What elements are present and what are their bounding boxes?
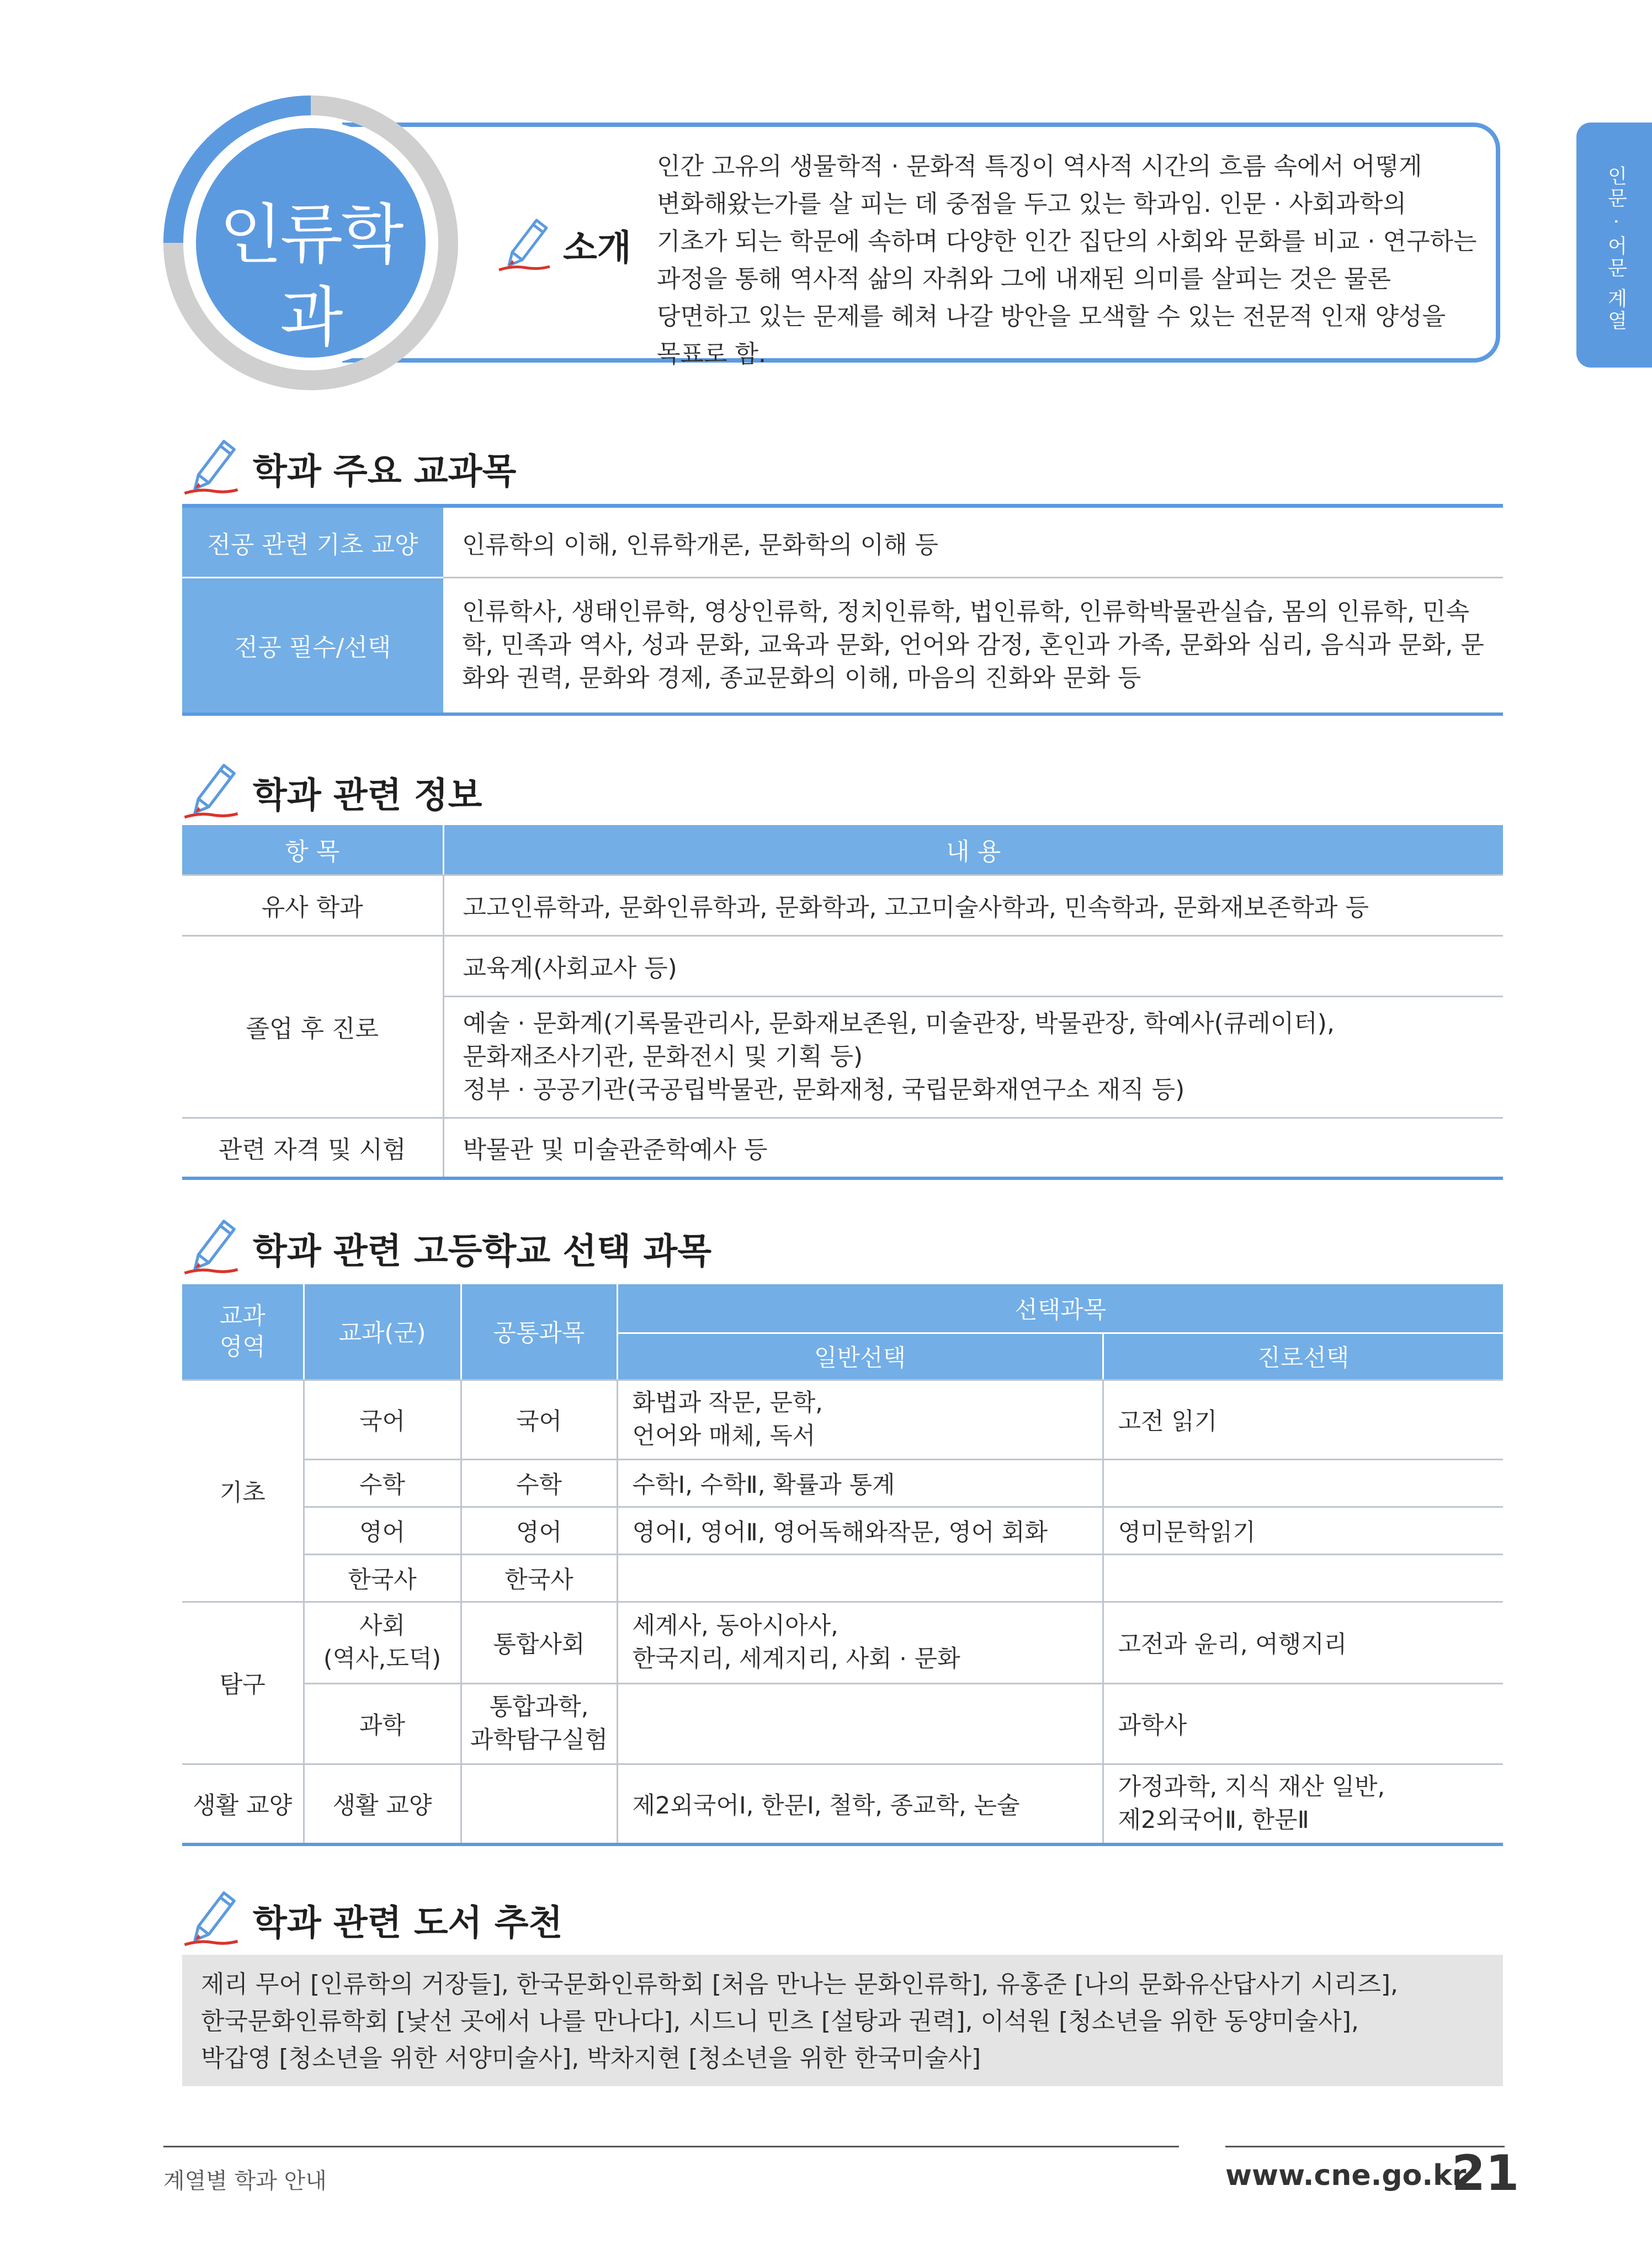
group-cell: 수학 bbox=[304, 1459, 461, 1507]
row-value: 박물관 및 미술관준학예사 등 bbox=[443, 1118, 1503, 1178]
table-row bbox=[182, 506, 1503, 578]
column-header-elective: 선택과목 bbox=[617, 1284, 1503, 1333]
career-line: 예술 · 문화계(기록물관리사, 문화재보존원, 미술관장, 박물관장, 학예사(큐레이터), bbox=[463, 1009, 1335, 1038]
book-line: 제리 무어 [인류학의 거장들], 한국문화인류학회 [처음 만나는 문화인류학], 유홍준 [나의 문화유산답사기 시리즈], bbox=[201, 1970, 1398, 1998]
area-cell: 생활 교양 bbox=[182, 1764, 304, 1844]
cell-line: 사회 bbox=[359, 1612, 406, 1640]
table-row bbox=[182, 578, 1503, 714]
table-row bbox=[182, 875, 1503, 935]
header-text: 교과 bbox=[219, 1302, 265, 1330]
table-row bbox=[182, 935, 1503, 996]
book-line: 박갑영 [청소년을 위한 서양미술사], 박차지현 [청소년을 위한 한국미술사] bbox=[201, 2044, 981, 2072]
area-cell: 기초 bbox=[182, 1380, 304, 1602]
pencil-icon bbox=[182, 757, 240, 821]
recommended-books-box bbox=[182, 1955, 1503, 2086]
intro-label: 소개 bbox=[563, 228, 631, 269]
section-title: 학과 관련 도서 추천 bbox=[253, 1903, 563, 1944]
section-title: 학과 관련 고등학교 선택 과목 bbox=[253, 1231, 712, 1272]
general-cell bbox=[617, 1554, 1103, 1602]
section-title: 학과 주요 교과목 bbox=[253, 451, 517, 492]
career-cell bbox=[1103, 1764, 1503, 1844]
career-cell: 고전 읽기 bbox=[1103, 1380, 1503, 1459]
group-cell: 한국사 bbox=[304, 1554, 461, 1602]
career-cell bbox=[1103, 1554, 1503, 1602]
table-row bbox=[182, 1459, 1503, 1507]
cell-line: 가정과학, 지식 재산 일반, bbox=[1118, 1773, 1385, 1801]
cell-line: (역사,도덕) bbox=[323, 1645, 442, 1673]
footer-publication: 계열별 학과 안내 bbox=[163, 2168, 327, 2194]
common-cell: 국어 bbox=[461, 1380, 617, 1459]
pencil-icon bbox=[182, 433, 240, 497]
row-label: 전공 관련 기초 교양 bbox=[182, 506, 443, 578]
cell-line: 화법과 작문, 문학, bbox=[632, 1389, 823, 1417]
column-header-general: 일반선택 bbox=[617, 1333, 1103, 1380]
column-header-area bbox=[182, 1284, 304, 1380]
category-side-tab-label: 인문 · 어문 계열 bbox=[1605, 166, 1627, 332]
common-cell: 통합사회 bbox=[461, 1602, 617, 1683]
area-cell: 탐구 bbox=[182, 1602, 304, 1764]
group-cell: 영어 bbox=[304, 1507, 461, 1554]
row-value: 인류학사, 생태인류학, 영상인류학, 정치인류학, 법인류학, 인류학박물관실습, 몸의 인류학, 민속학, 민족과 역사, 성과 문화, 교육과 문화, 언어와 감정, 혼인과 가족, 문화와 심리, 음식과 문화, 문화와 권력, 문화와 경제, 종교문화의 이해, 마음의 진화와 문화 등 bbox=[443, 578, 1503, 714]
courses-table bbox=[182, 504, 1503, 716]
table-row bbox=[182, 1118, 1503, 1178]
cell-line: 제2외국어Ⅱ, 한문Ⅱ bbox=[1118, 1806, 1309, 1834]
row-label: 졸업 후 진로 bbox=[182, 935, 443, 1118]
table-row bbox=[182, 1764, 1503, 1844]
career-cell bbox=[1103, 1459, 1503, 1507]
group-cell: 국어 bbox=[304, 1380, 461, 1459]
table-row bbox=[182, 1602, 1503, 1683]
row-value: 고고인류학과, 문화인류학과, 문화학과, 고고미술사학과, 민속학과, 문화재보존학과 등 bbox=[443, 875, 1503, 935]
cell-line: 세계사, 동아시아사, bbox=[632, 1612, 838, 1640]
info-table bbox=[182, 825, 1503, 1180]
column-header-common: 공통과목 bbox=[461, 1284, 617, 1380]
table-row bbox=[182, 1683, 1503, 1764]
career-cell: 영미문학읽기 bbox=[1103, 1507, 1503, 1554]
career-line: 문화재조사기관, 문화전시 및 기획 등) bbox=[463, 1043, 863, 1071]
pencil-icon bbox=[182, 1213, 240, 1277]
column-header-group: 교과(군) bbox=[304, 1284, 461, 1380]
general-cell bbox=[617, 1683, 1103, 1764]
row-label: 유사 학과 bbox=[182, 875, 443, 935]
common-cell: 한국사 bbox=[461, 1554, 617, 1602]
common-cell bbox=[461, 1683, 617, 1764]
row-label: 관련 자격 및 시험 bbox=[182, 1118, 443, 1178]
general-cell bbox=[617, 1602, 1103, 1683]
table-row bbox=[182, 1380, 1503, 1459]
row-value: 인류학의 이해, 인류학개론, 문화학의 이해 등 bbox=[443, 506, 1503, 578]
general-cell bbox=[617, 1380, 1103, 1459]
table-header-row bbox=[182, 825, 1503, 875]
table-header-row bbox=[182, 1284, 1503, 1333]
department-title: 인류학과 bbox=[219, 196, 402, 355]
pencil-icon bbox=[497, 212, 552, 273]
column-header: 항 목 bbox=[182, 825, 443, 875]
intro-text: 인간 고유의 생물학적 · 문화적 특징이 역사적 시간의 흐름 속에서 어떻게 변화해왔는가를 살 피는 데 중점을 두고 있는 학과임. 인문 · 사회과학의 기초가 되는 학문에 속하며 다양한 인간 집단의 사회와 문화를 비교 · 연구하는 과정을 통해 역사적 삶의 자취와 그에 내재된 의미를 살피는 것은 물론 당면하고 있는 문제를 헤쳐 나갈 방안을 모색할 수 있는 전문적 인재 양성을 목표로 함. bbox=[657, 152, 1477, 368]
cell-line: 과학탐구실험 bbox=[470, 1726, 608, 1754]
footer-url: www.cne.go.kr bbox=[1225, 2159, 1467, 2192]
group-cell: 과학 bbox=[304, 1683, 461, 1764]
common-cell: 영어 bbox=[461, 1507, 617, 1554]
cell-line: 통합과학, bbox=[489, 1693, 589, 1721]
row-value bbox=[443, 996, 1503, 1118]
highschool-subjects-table bbox=[182, 1284, 1503, 1846]
page-number: 21 bbox=[1452, 2145, 1520, 2201]
group-cell: 생활 교양 bbox=[304, 1764, 461, 1844]
column-header-career: 진로선택 bbox=[1103, 1333, 1503, 1380]
cell-line: 한국지리, 세계지리, 사회 · 문화 bbox=[632, 1645, 960, 1673]
career-line: 정부 · 공공기관(국공립박물관, 문화재청, 국립문화재연구소 재직 등) bbox=[463, 1076, 1185, 1104]
row-value: 교육계(사회교사 등) bbox=[443, 935, 1503, 996]
pencil-icon bbox=[182, 1885, 240, 1948]
section-title: 학과 관련 정보 bbox=[253, 775, 482, 816]
row-label: 전공 필수/선택 bbox=[182, 578, 443, 714]
cell-line: 언어와 매체, 독서 bbox=[632, 1422, 816, 1450]
header-text: 영역 bbox=[219, 1333, 265, 1361]
column-header: 내 용 bbox=[443, 825, 1503, 875]
group-cell bbox=[304, 1602, 461, 1683]
book-line: 한국문화인류학회 [낯선 곳에서 나를 만나다], 시드니 민츠 [설탕과 권력], 이석원 [청소년을 위한 동양미술사], bbox=[201, 2007, 1359, 2035]
general-cell: 제2외국어Ⅰ, 한문Ⅰ, 철학, 종교학, 논술 bbox=[617, 1764, 1103, 1844]
general-cell: 수학Ⅰ, 수학Ⅱ, 확률과 통계 bbox=[617, 1459, 1103, 1507]
table-row bbox=[182, 1554, 1503, 1602]
common-cell bbox=[461, 1764, 617, 1844]
general-cell: 영어Ⅰ, 영어Ⅱ, 영어독해와작문, 영어 회화 bbox=[617, 1507, 1103, 1554]
career-cell: 고전과 윤리, 여행지리 bbox=[1103, 1602, 1503, 1683]
common-cell: 수학 bbox=[461, 1459, 617, 1507]
table-row bbox=[182, 1507, 1503, 1554]
career-cell: 과학사 bbox=[1103, 1683, 1503, 1764]
footer-divider bbox=[163, 2146, 1179, 2147]
